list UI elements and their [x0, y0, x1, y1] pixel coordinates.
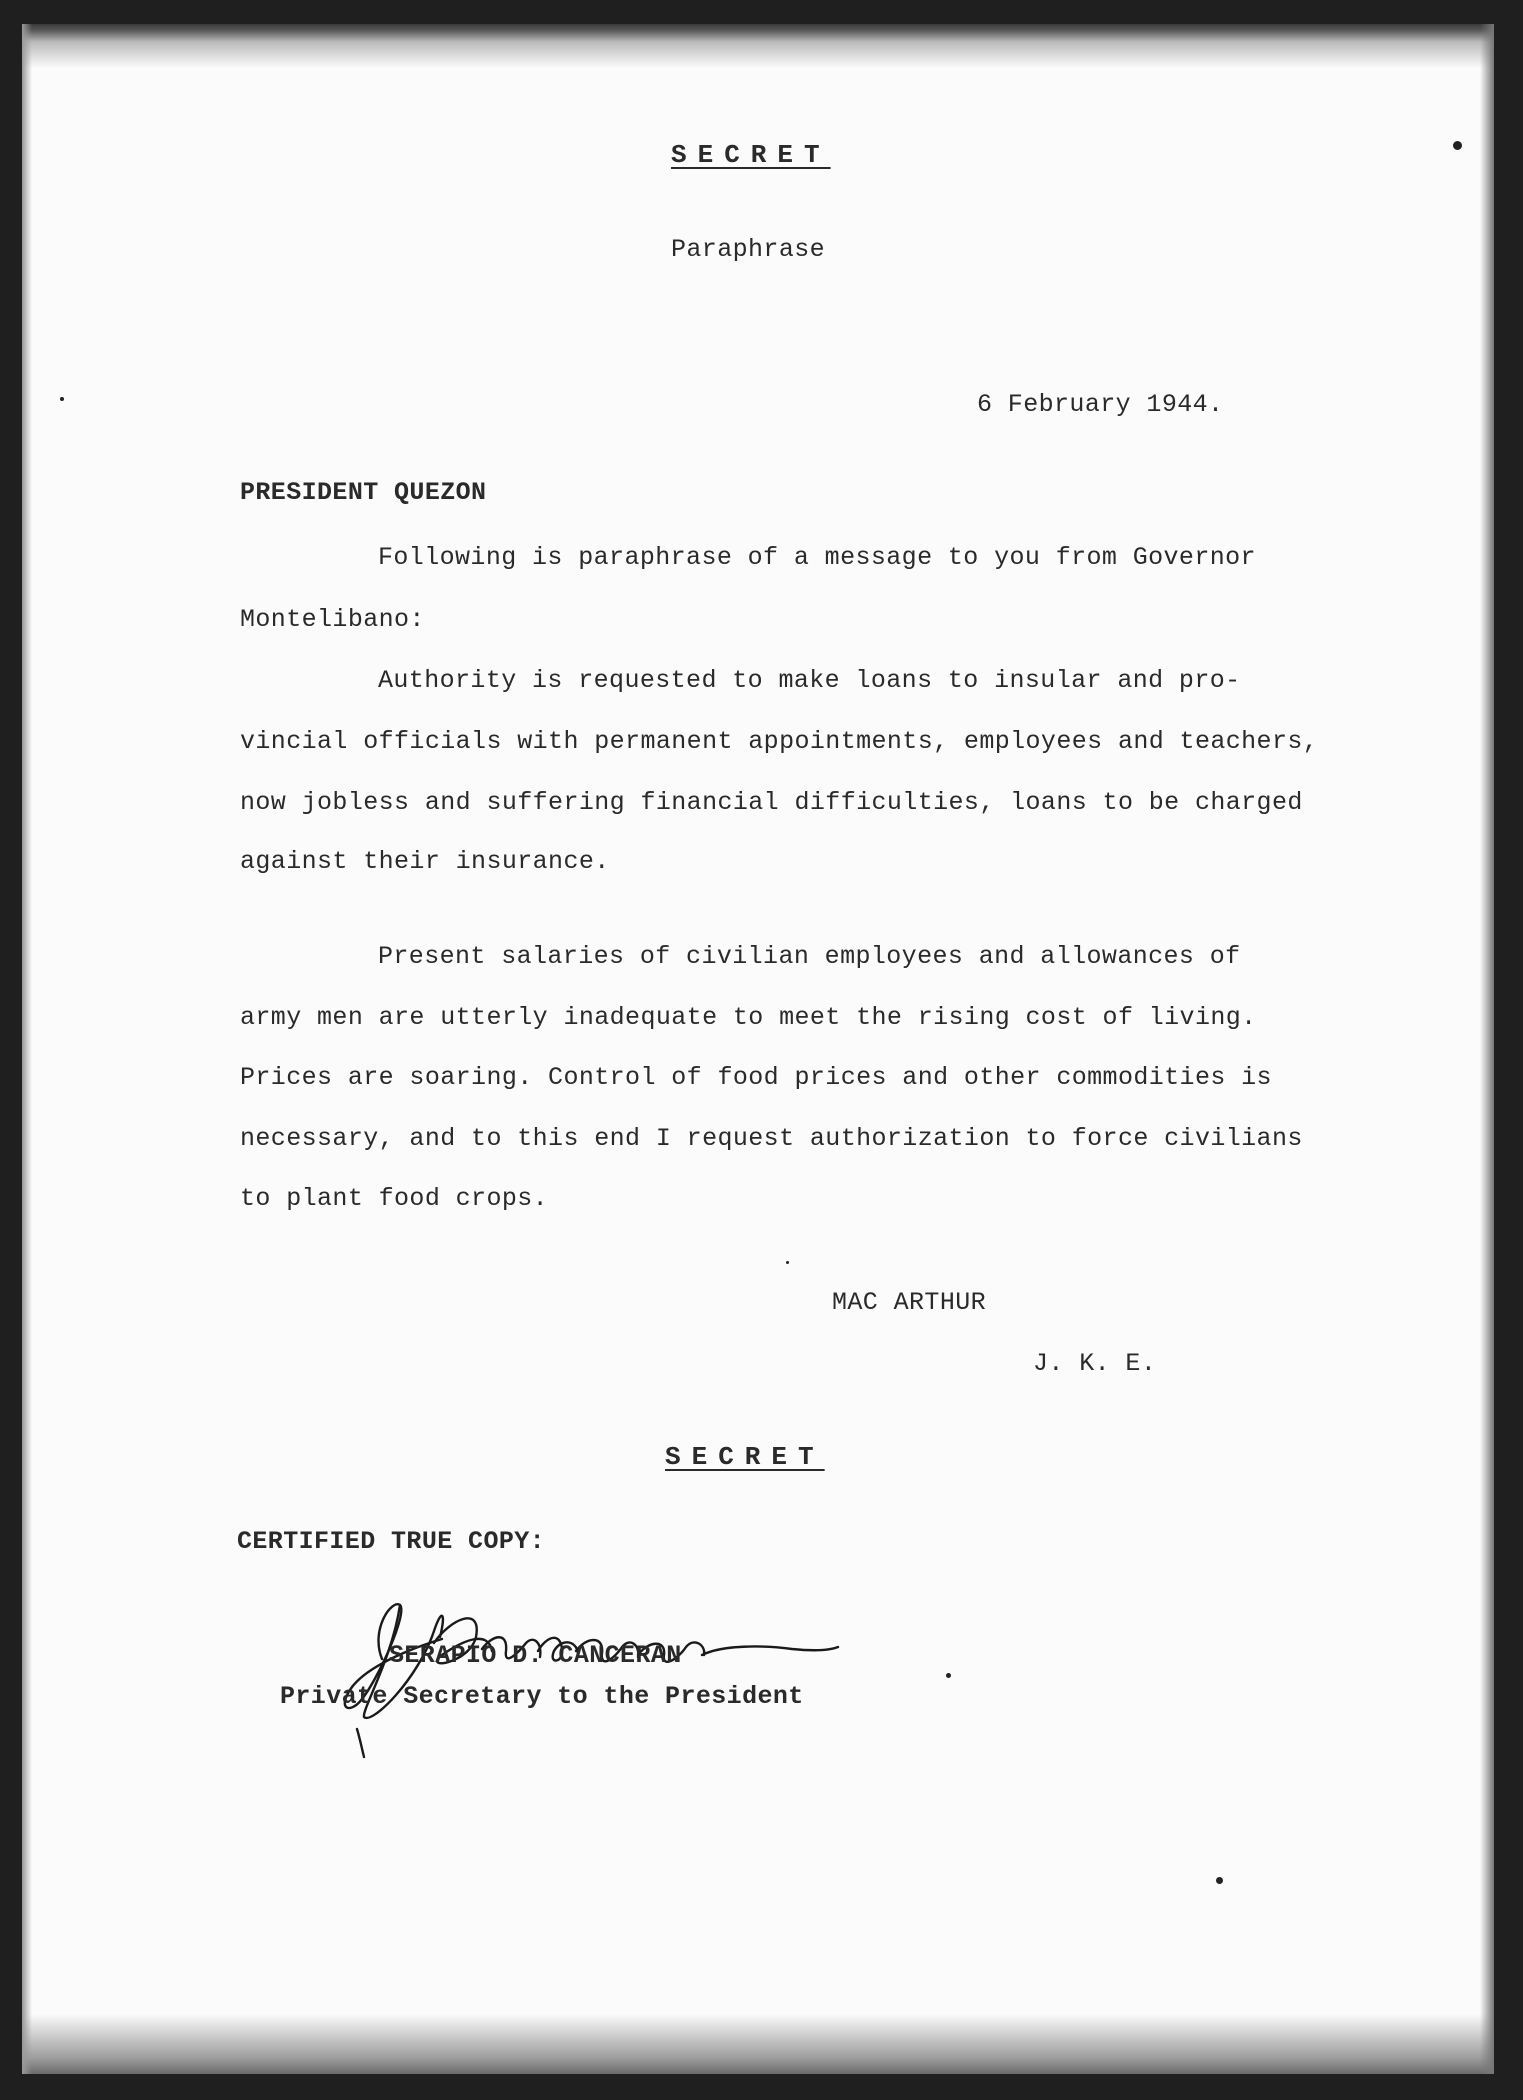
document-page	[22, 24, 1494, 2074]
paragraph-2-line: Prices are soaring. Control of food prices and other commodities is	[240, 1063, 1272, 1092]
ink-speck	[1453, 141, 1462, 150]
classification-heading: SECRET	[671, 140, 831, 170]
certified-label: CERTIFIED TRUE COPY:	[237, 1527, 546, 1556]
paper-edge-bottom	[22, 2014, 1494, 2074]
paragraph-1-line: vincial officials with permanent appointments, employees and teachers,	[240, 727, 1319, 756]
signatory-name: SERAPIO D. CANCERAN	[389, 1641, 682, 1670]
ink-speck	[1216, 1877, 1223, 1884]
signatory-title: Private Secretary to the President	[280, 1682, 804, 1711]
ink-speck	[60, 397, 64, 401]
paragraph-2-line: necessary, and to this end I request authorization to force civilians	[240, 1124, 1303, 1153]
classification-footer: SECRET	[665, 1442, 825, 1472]
paragraph-1-line: Authority is requested to make loans to insular and pro-	[378, 666, 1241, 695]
document-subtitle: Paraphrase	[671, 235, 826, 264]
paper-edge-left	[22, 24, 32, 2074]
ink-speck	[946, 1673, 951, 1678]
ink-speck	[786, 1261, 789, 1264]
intro-line: Montelibano:	[240, 605, 425, 634]
paper-edge-top	[22, 24, 1494, 68]
paragraph-1-line: now jobless and suffering financial difficulties, loans to be charged	[240, 788, 1303, 817]
paper-edge-right	[1480, 24, 1494, 2074]
paragraph-1-line: against their insurance.	[240, 847, 610, 876]
initials: J. K. E.	[1033, 1349, 1157, 1378]
document-date: 6 February 1944.	[977, 390, 1224, 419]
paragraph-2-line: to plant food crops.	[240, 1184, 549, 1213]
paragraph-2-line: army men are utterly inadequate to meet the rising cost of living.	[240, 1003, 1257, 1032]
paragraph-2-line: Present salaries of civilian employees and allowances of	[378, 942, 1241, 971]
addressee: PRESIDENT QUEZON	[240, 478, 487, 507]
sender: MAC ARTHUR	[832, 1288, 987, 1317]
intro-line: Following is paraphrase of a message to you from Governor	[378, 543, 1256, 572]
